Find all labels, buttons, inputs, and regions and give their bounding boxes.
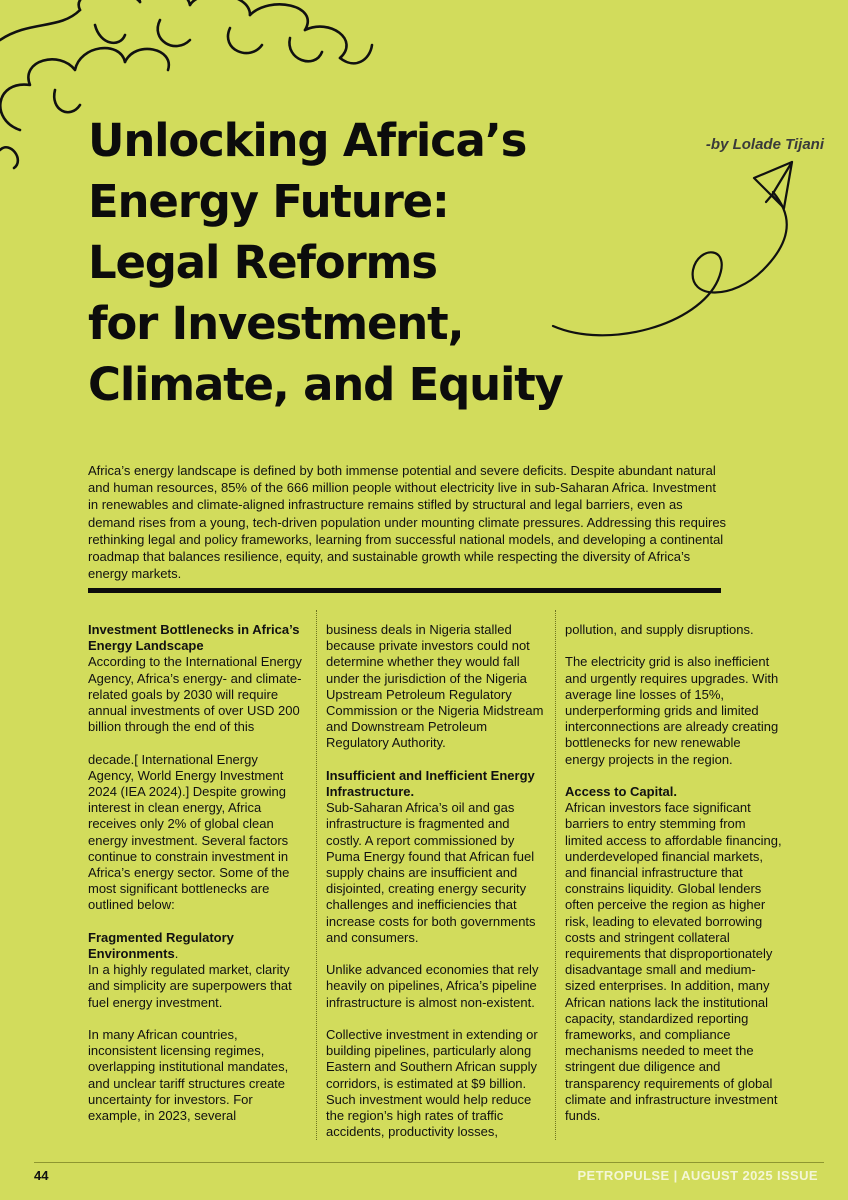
paragraph-text: According to the International Energy Agency, Africa’s energy- and climate-related goals by 2030 will require annual investments of over USD 200 billion through the end of this [88, 654, 302, 735]
paper-plane-icon [548, 150, 848, 360]
paragraph-text: Collective investment in extending or building pipelines, particularly along Eastern and Southern African supply corridors, is estimated at $9 billion. Such investment would help reduce the region’s high rates of traffic accidents, productivity losses, [326, 1027, 538, 1140]
title-line: Legal Reforms [88, 236, 437, 289]
publication-issue: PETROPULSE | AUGUST 2025 ISSUE [577, 1168, 818, 1183]
paragraph-text: decade.[ International Energy Agency, World Energy Investment 2024 (IEA 2024).] Despite growing interest in clean energy, Africa receives only 2% of global clean energy investment. Several factors continue to constrain investment in Africa’s energy sector. Some of the most significant bottlenecks are outlined below: [88, 751, 290, 913]
column-paragraph [326, 768, 544, 946]
title-line: Energy Future: [88, 175, 449, 228]
section-heading: Investment Bottlenecks in Africa’s Energy Landscape [88, 622, 300, 654]
text-column-3 [565, 622, 783, 1140]
title-line: Climate, and Equity [88, 358, 563, 411]
divider-rule [88, 588, 721, 593]
title-line: for Investment, [88, 297, 464, 350]
section-heading-text: Fragmented Regulatory Environments [88, 929, 234, 962]
page-number: 44 [34, 1168, 49, 1183]
column-separator [316, 610, 317, 1140]
title-line: Unlocking Africa’s [88, 114, 527, 167]
paragraph-text: Sub-Saharan Africa’s oil and gas infrastructure is fragmented and costly. A report commissioned by Puma Energy found that African fuel supply chains are insufficient and disjointed, creating energy security challenges and inefficiencies that increase costs for both governments and consumers. [326, 800, 536, 945]
paragraph-text: business deals in Nigeria stalled because private investors could not determine whether they would fall under the jurisdiction of the Nigeria Upstream Petroleum Regulatory Commission or the Nigeria Midstream and Downstream Petroleum Regulatory Authority. [326, 622, 544, 751]
paragraph-text: In many African countries, inconsistent licensing regimes, overlapping institutional mandates, and unclear tariff structures create uncertainty for investors. For example, in 2023, several [88, 1027, 289, 1124]
column-paragraph [565, 784, 783, 1124]
column-separator [555, 610, 556, 1140]
author-byline: -by Lolade Tijani [705, 136, 824, 153]
paragraph-text: In a highly regulated market, clarity and simplicity are superpowers that fuel energy investment. [88, 962, 292, 1010]
heading-suffix: . [174, 946, 179, 962]
column-paragraph [88, 930, 306, 1011]
column-paragraph [88, 622, 306, 735]
text-column-1 [88, 622, 306, 1140]
text-column-2 [326, 622, 544, 1157]
section-heading [88, 930, 306, 962]
paragraph-text: pollution, and supply disruptions. [565, 622, 754, 637]
intro-paragraph: Africa’s energy landscape is defined by both immense potential and severe deficits. Despite abundant natural and human resources, 85% of the 666 million people without electricity live in sub-Saharan Africa. Investment in renewables and climate-aligned infrastructure remains stifled by structural and legal barriers, even as demand rises from a young, tech-driven population under mounting climate pressures. Addressing this requires rethinking legal and policy frameworks, learning from successful national models, and developing a continental roadmap that balances resilience, equity, and sustainable growth while respecting the diversity of Africa’s energy markets. [88, 463, 727, 582]
paragraph-text: African investors face significant barriers to entry stemming from limited access to affordable financing, underdeveloped financial markets, and financial infrastructure that constrains liquidity. Global lenders often perceive the region as higher risk, leading to elevated borrowing costs and stringent collateral requirements that disproportionately disadvantage small and medium-sized enterprises. In addition, many African nations lack the institutional capacity, standardized reporting frameworks, and compliance mechanisms needed to meet the stringent due diligence and transparency requirements of global climate and infrastructure investment funds. [565, 800, 782, 1124]
paragraph-text: Unlike advanced economies that rely heavily on pipelines, Africa’s pipeline infrastructure is almost non-existent. [326, 962, 539, 1010]
paragraph-text: The electricity grid is also inefficient and urgently requires upgrades. With average line losses of 15%, underperforming grids and limited interconnections are already creating bottlenecks for new renewable energy projects in the region. [565, 654, 779, 767]
section-heading: Access to Capital. [565, 784, 677, 799]
section-heading: Insufficient and Inefficient Energy Infrastructure. [326, 767, 535, 800]
footer-divider [34, 1162, 824, 1163]
